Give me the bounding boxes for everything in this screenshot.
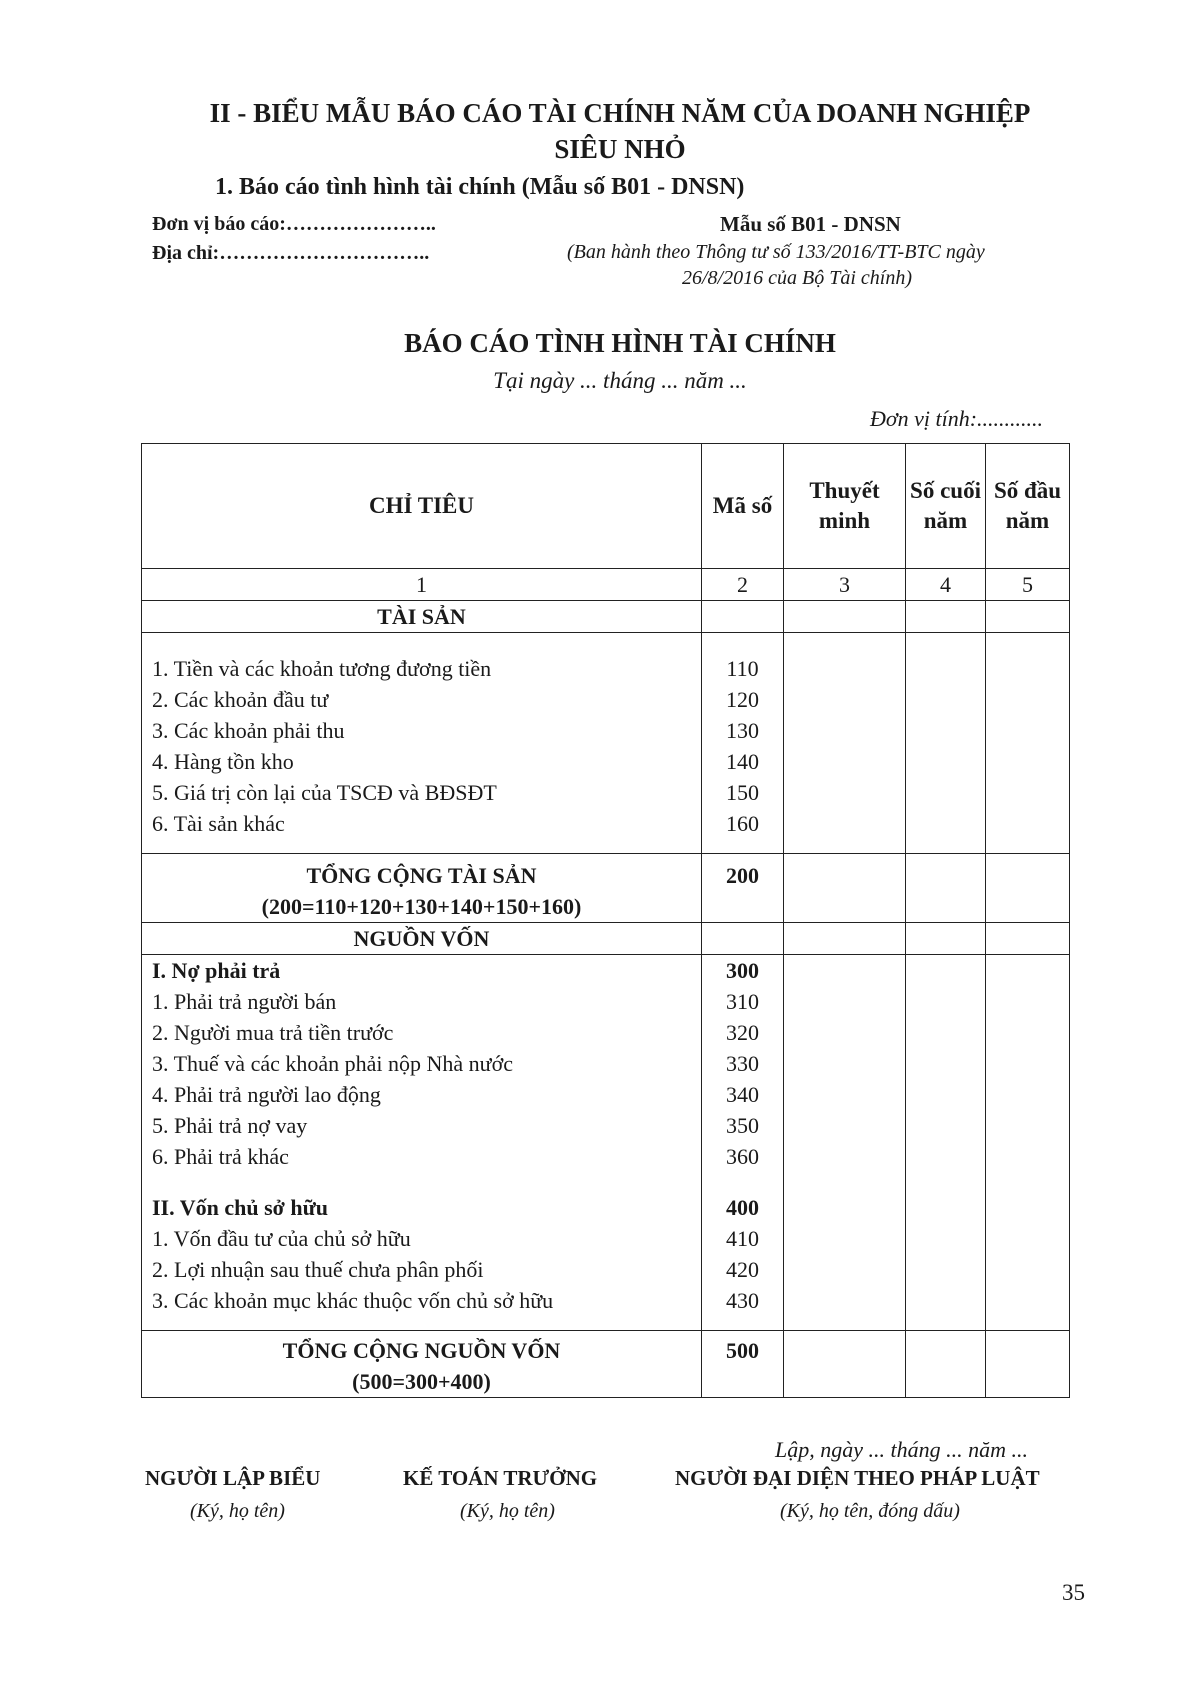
financial-position-table xyxy=(141,443,1070,1398)
liabilities-label: I. Nợ phải trả xyxy=(142,955,702,987)
row-label: 5. Giá trị còn lại của TSCĐ và BĐSĐT xyxy=(142,777,702,808)
row-code: 420 xyxy=(702,1254,784,1285)
signature-date-line: Lập, ngày ... tháng ... năm ... xyxy=(775,1437,1028,1462)
currency-unit: Đơn vị tính:............ xyxy=(870,406,1044,431)
column-number: 1 xyxy=(142,569,702,601)
table-row xyxy=(142,653,1070,684)
equity-code: 400 xyxy=(702,1192,784,1223)
row-label: 3. Các khoản phải thu xyxy=(142,715,702,746)
equity-row xyxy=(142,1192,1070,1223)
total-assets-formula: (200=110+120+130+140+150+160) xyxy=(261,894,582,919)
header-begin-year: Số đầu năm xyxy=(986,444,1070,569)
row-code: 350 xyxy=(702,1110,784,1141)
assets-heading-row xyxy=(142,601,1070,633)
column-number: 4 xyxy=(906,569,986,601)
row-code: 130 xyxy=(702,715,784,746)
column-number: 3 xyxy=(784,569,906,601)
reporting-unit-label: Đơn vị báo cáo:………………….. xyxy=(152,213,436,235)
row-code: 340 xyxy=(702,1079,784,1110)
table-row xyxy=(142,1110,1070,1141)
row-code: 160 xyxy=(702,808,784,839)
header-end-year: Số cuối năm xyxy=(906,444,986,569)
section-subtitle: 1. Báo cáo tình hình tài chính (Mẫu số B01 - DNSN) xyxy=(215,174,745,200)
row-label: 3. Các khoản mục khác thuộc vốn chủ sở hữu xyxy=(142,1285,702,1316)
address-label: Địa chỉ:………………………….. xyxy=(152,242,430,264)
row-label: 2. Người mua trả tiền trước xyxy=(142,1017,702,1048)
total-sources-label: TỔNG CỘNG NGUỒN VỐN xyxy=(282,1338,561,1363)
table-row xyxy=(142,808,1070,839)
header-indicator: CHỈ TIÊU xyxy=(142,444,702,569)
form-code: Mẫu số B01 - DNSN xyxy=(720,212,901,236)
row-code: 110 xyxy=(702,653,784,684)
equity-label: II. Vốn chủ sở hữu xyxy=(142,1192,702,1223)
issuance-note-line-2: 26/8/2016 của Bộ Tài chính) xyxy=(682,267,912,289)
column-number-row xyxy=(142,569,1070,601)
issuance-note-line-1: (Ban hành theo Thông tư số 133/2016/TT-BTC ngày xyxy=(567,241,985,263)
table-row xyxy=(142,1285,1070,1316)
row-code: 140 xyxy=(702,746,784,777)
row-label: 1. Vốn đầu tư của chủ sở hữu xyxy=(142,1223,702,1254)
table-row xyxy=(142,684,1070,715)
legal-representative-sign-note: (Ký, họ tên, đóng dấu) xyxy=(780,1500,960,1522)
column-number: 5 xyxy=(986,569,1070,601)
assets-heading: TÀI SẢN xyxy=(142,601,702,633)
table-row xyxy=(142,1223,1070,1254)
table-row xyxy=(142,1141,1070,1172)
row-label: 4. Phải trả người lao động xyxy=(142,1079,702,1110)
row-label: 5. Phải trả nợ vay xyxy=(142,1110,702,1141)
row-label: 6. Tài sản khác xyxy=(142,808,702,839)
sources-heading-row xyxy=(142,923,1070,955)
row-code: 150 xyxy=(702,777,784,808)
sources-heading: NGUỒN VỐN xyxy=(142,923,702,955)
total-assets-row xyxy=(142,854,1070,923)
row-code: 430 xyxy=(702,1285,784,1316)
row-label: 3. Thuế và các khoản phải nộp Nhà nước xyxy=(142,1048,702,1079)
row-label: 2. Lợi nhuận sau thuế chưa phân phối xyxy=(142,1254,702,1285)
table-row xyxy=(142,1017,1070,1048)
total-assets-label: TỔNG CỘNG TÀI SẢN xyxy=(306,863,537,888)
chief-accountant-sign-note: (Ký, họ tên) xyxy=(460,1500,555,1522)
table-row xyxy=(142,1048,1070,1079)
liabilities-row xyxy=(142,955,1070,987)
main-title-line-1: II - BIỂU MẪU BÁO CÁO TÀI CHÍNH NĂM CỦA DOANH NGHIỆP xyxy=(209,98,1031,128)
row-label: 6. Phải trả khác xyxy=(142,1141,702,1172)
row-label: 1. Tiền và các khoản tương đương tiền xyxy=(142,653,702,684)
table-row xyxy=(142,715,1070,746)
row-label: 4. Hàng tồn kho xyxy=(142,746,702,777)
row-label: 1. Phải trả người bán xyxy=(142,986,702,1017)
main-title-line-2: SIÊU NHỎ xyxy=(554,134,686,164)
row-code: 310 xyxy=(702,986,784,1017)
report-date-line: Tại ngày ... tháng ... năm ... xyxy=(493,368,747,393)
column-number: 2 xyxy=(702,569,784,601)
total-sources-row xyxy=(142,1331,1070,1398)
legal-representative-title: NGƯỜI ĐẠI DIỆN THEO PHÁP LUẬT xyxy=(675,1466,1040,1490)
page-number: 35 xyxy=(1062,1580,1085,1605)
table-row xyxy=(142,746,1070,777)
header-note: Thuyết minh xyxy=(784,444,906,569)
table-row xyxy=(142,1254,1070,1285)
preparer-title: NGƯỜI LẬP BIỂU xyxy=(145,1466,321,1490)
report-title: BÁO CÁO TÌNH HÌNH TÀI CHÍNH xyxy=(404,328,836,358)
total-assets-code: 200 xyxy=(702,854,784,923)
table-row xyxy=(142,986,1070,1017)
table-header-row xyxy=(142,444,1070,569)
preparer-sign-note: (Ký, họ tên) xyxy=(190,1500,285,1522)
total-sources-formula: (500=300+400) xyxy=(352,1369,491,1394)
total-sources-code: 500 xyxy=(702,1331,784,1398)
row-code: 320 xyxy=(702,1017,784,1048)
row-code: 410 xyxy=(702,1223,784,1254)
chief-accountant-title: KẾ TOÁN TRƯỞNG xyxy=(403,1466,598,1490)
table-row xyxy=(142,1079,1070,1110)
header-code: Mã số xyxy=(702,444,784,569)
liabilities-code: 300 xyxy=(702,955,784,987)
row-label: 2. Các khoản đầu tư xyxy=(142,684,702,715)
row-code: 120 xyxy=(702,684,784,715)
table-row xyxy=(142,777,1070,808)
row-code: 330 xyxy=(702,1048,784,1079)
row-code: 360 xyxy=(702,1141,784,1172)
